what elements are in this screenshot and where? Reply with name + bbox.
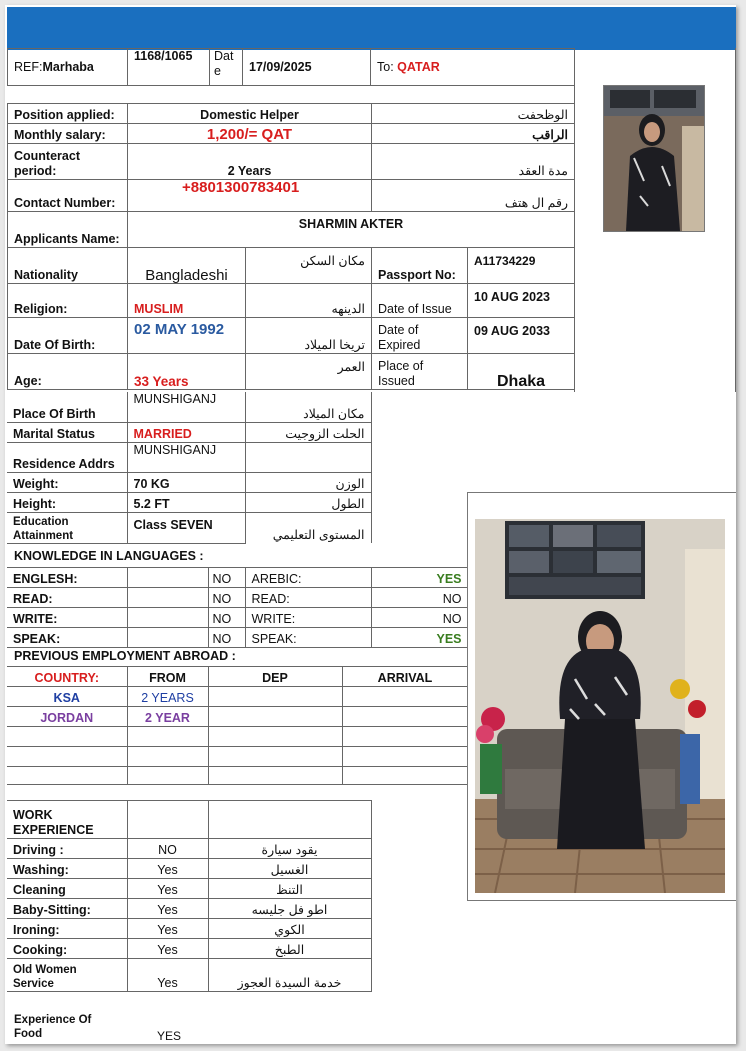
lang-row-label: READ:: [7, 588, 127, 608]
food-experience-label: Experience Of Food: [14, 1014, 92, 1040]
education-label: Education Attainment: [7, 512, 127, 543]
nationality-label: Nationality: [8, 248, 128, 284]
dob-value: 02 MAY 1992: [128, 318, 246, 354]
languages-heading: KNOWLEDGE IN LANGUAGES :: [14, 549, 204, 563]
position-value: Domestic Helper: [128, 104, 372, 124]
employment-empty-cell: [127, 767, 208, 785]
personal-info-table: [7, 103, 575, 390]
religion-arabic: الدينهه: [246, 284, 372, 318]
applicant-name-label: Applicants Name:: [8, 212, 128, 248]
lang-row-answer: NO: [208, 588, 245, 608]
residence-value: MUNSHIGANJ: [127, 442, 245, 472]
lang-row-blank: [127, 628, 208, 648]
full-body-photo: [475, 519, 725, 893]
education-value: Class SEVEN: [127, 512, 245, 543]
employment-heading: PREVIOUS EMPLOYMENT ABROAD :: [14, 649, 236, 663]
employment-header-from: FROM: [127, 667, 208, 687]
lang-row-answer-right: NO: [371, 608, 468, 628]
cv-sheet: [5, 5, 736, 1044]
employment-dep: [208, 687, 342, 707]
skill-label: Baby-Sitting:: [7, 899, 127, 919]
birthplace-arabic: مكان الميلاد: [245, 392, 371, 422]
expiry-date-value: 09 AUG 2033: [468, 318, 575, 354]
height-arabic: الطول: [245, 492, 371, 512]
header-banner: [7, 7, 736, 50]
employment-empty-cell: [208, 767, 342, 785]
employment-empty-cell: [127, 727, 208, 747]
nationality-value: Bangladeshi: [128, 248, 246, 284]
skill-value: Yes: [127, 879, 208, 899]
salary-value: 1,200/= QAT: [128, 124, 372, 144]
lang-row-label-right: READ:: [245, 588, 371, 608]
skill-arabic: الكوي: [208, 919, 371, 939]
work-heading-blank: [208, 801, 371, 839]
employment-from: 2 YEAR: [127, 707, 208, 727]
issue-place-label: Place of Issued: [372, 354, 468, 390]
passport-photo: [603, 85, 705, 232]
lang-row-label-right: AREBIC:: [245, 568, 371, 588]
weight-arabic: الوزن: [245, 472, 371, 492]
employment-arrival: [342, 687, 468, 707]
employment-empty-cell: [342, 727, 468, 747]
skill-arabic: الطبخ: [208, 939, 371, 959]
lang-row-blank: [127, 608, 208, 628]
skill-value: Yes: [127, 859, 208, 879]
dob-label: Date Of Birth:: [8, 318, 128, 354]
position-label: Position applied:: [8, 104, 128, 124]
skill-label: Old Women Service: [7, 959, 127, 992]
salary-label: Monthly salary:: [8, 124, 128, 144]
education-arabic: المستوى التعليمي: [245, 512, 371, 543]
contract-period-arabic: مدة العقد: [372, 144, 575, 180]
employment-dep: [208, 707, 342, 727]
height-value: 5.2 FT: [127, 492, 245, 512]
age-value: 33 Years: [128, 354, 246, 390]
issue-date-value: 10 AUG 2023: [468, 284, 575, 318]
age-label: Age:: [8, 354, 128, 390]
employment-empty-cell: [7, 727, 127, 747]
employment-table: [7, 666, 469, 785]
skill-arabic: خدمة السيدة العجوز: [208, 959, 371, 992]
contract-period-value: 2 Years: [128, 144, 372, 180]
religion-value: MUSLIM: [128, 284, 246, 318]
employment-empty-cell: [7, 767, 127, 785]
full-body-photo-frame: [467, 492, 736, 901]
employment-empty-cell: [342, 747, 468, 767]
destination-cell: To: QATAR: [371, 49, 575, 86]
lang-row-label: ENGLESH:: [7, 568, 127, 588]
contact-value: +8801300783401: [128, 180, 372, 212]
marital-status-arabic: الحلت الزوجيت: [245, 422, 371, 442]
residence-label: Residence Addrs: [7, 442, 127, 472]
birthplace-value: MUNSHIGANJ: [127, 392, 245, 422]
lang-row-label: SPEAK:: [7, 628, 127, 648]
nationality-arabic: مكان السكن: [246, 248, 372, 284]
marital-status-value: MARRIED: [127, 422, 245, 442]
weight-label: Weight:: [7, 472, 127, 492]
salary-arabic: الراقب: [372, 124, 575, 144]
employment-empty-cell: [208, 747, 342, 767]
reference-cell: REF:Marhaba: [8, 49, 128, 86]
employment-empty-cell: [7, 747, 127, 767]
lang-row-answer-right: YES: [371, 568, 468, 588]
food-experience-value: YES: [157, 1029, 182, 1043]
skill-arabic: الغسيل: [208, 859, 371, 879]
issue-place-value: Dhaka: [468, 354, 575, 390]
dob-arabic: تريخا الميلاد: [246, 318, 372, 354]
lang-row-answer: NO: [208, 628, 245, 648]
reference-number: 1168/1065: [128, 49, 210, 86]
skill-label: Driving :: [7, 839, 127, 859]
employment-country: KSA: [7, 687, 127, 707]
applicant-name-value: SHARMIN AKTER: [128, 212, 575, 248]
skill-arabic: التنظ: [208, 879, 371, 899]
birthplace-label: Place Of Birth: [7, 392, 127, 422]
lang-row-answer-right: YES: [371, 628, 468, 648]
lang-row-label-right: SPEAK:: [245, 628, 371, 648]
skill-label: Ironing:: [7, 919, 127, 939]
contact-arabic: رقم ال هتف: [372, 180, 575, 212]
employment-empty-cell: [127, 747, 208, 767]
employment-empty-cell: [342, 767, 468, 785]
skill-value: Yes: [127, 919, 208, 939]
position-arabic: الوظحفت: [372, 104, 575, 124]
issue-date-label: Date of Issue: [372, 284, 468, 318]
employment-header-dep: DEP: [208, 667, 342, 687]
weight-value: 70 KG: [127, 472, 245, 492]
languages-table: [7, 567, 469, 648]
residence-arabic: [245, 442, 371, 472]
work-heading-blank: [127, 801, 208, 839]
skill-label: Washing:: [7, 859, 127, 879]
employment-arrival: [342, 707, 468, 727]
date-label: Date: [210, 49, 243, 86]
skill-value: Yes: [127, 899, 208, 919]
skill-value: Yes: [127, 939, 208, 959]
lang-row-answer-right: NO: [371, 588, 468, 608]
lang-row-blank: [127, 588, 208, 608]
expiry-date-label: Date of Expired: [372, 318, 468, 354]
skill-value: Yes: [127, 959, 208, 992]
lang-row-label: WRITE:: [7, 608, 127, 628]
skill-label: Cleaning: [7, 879, 127, 899]
skill-arabic: اطو فل جليسه: [208, 899, 371, 919]
skill-value: NO: [127, 839, 208, 859]
marital-status-label: Marital Status: [7, 422, 127, 442]
work-experience-heading: WORK EXPERIENCE: [7, 801, 127, 839]
passport-label: Passport No:: [372, 248, 468, 284]
reference-table: [7, 48, 575, 86]
lang-row-answer: NO: [208, 568, 245, 588]
contract-period-label: Counteract period:: [8, 144, 128, 180]
employment-from: 2 YEARS: [127, 687, 208, 707]
lang-row-label-right: WRITE:: [245, 608, 371, 628]
contact-label: Contact Number:: [8, 180, 128, 212]
lang-row-answer: NO: [208, 608, 245, 628]
work-experience-table: [7, 800, 372, 992]
employment-header-country: COUNTRY:: [7, 667, 127, 687]
employment-country: JORDAN: [7, 707, 127, 727]
employment-empty-cell: [208, 727, 342, 747]
age-arabic: العمر: [246, 354, 372, 390]
skill-label: Cooking:: [7, 939, 127, 959]
employment-header-arrival: ARRIVAL: [342, 667, 468, 687]
passport-number: A11734229: [468, 248, 575, 284]
lang-row-blank: [127, 568, 208, 588]
personal-details-table: [7, 392, 372, 544]
religion-label: Religion:: [8, 284, 128, 318]
skill-arabic: يقود سيارة: [208, 839, 371, 859]
height-label: Height:: [7, 492, 127, 512]
date-value: 17/09/2025: [243, 49, 371, 86]
